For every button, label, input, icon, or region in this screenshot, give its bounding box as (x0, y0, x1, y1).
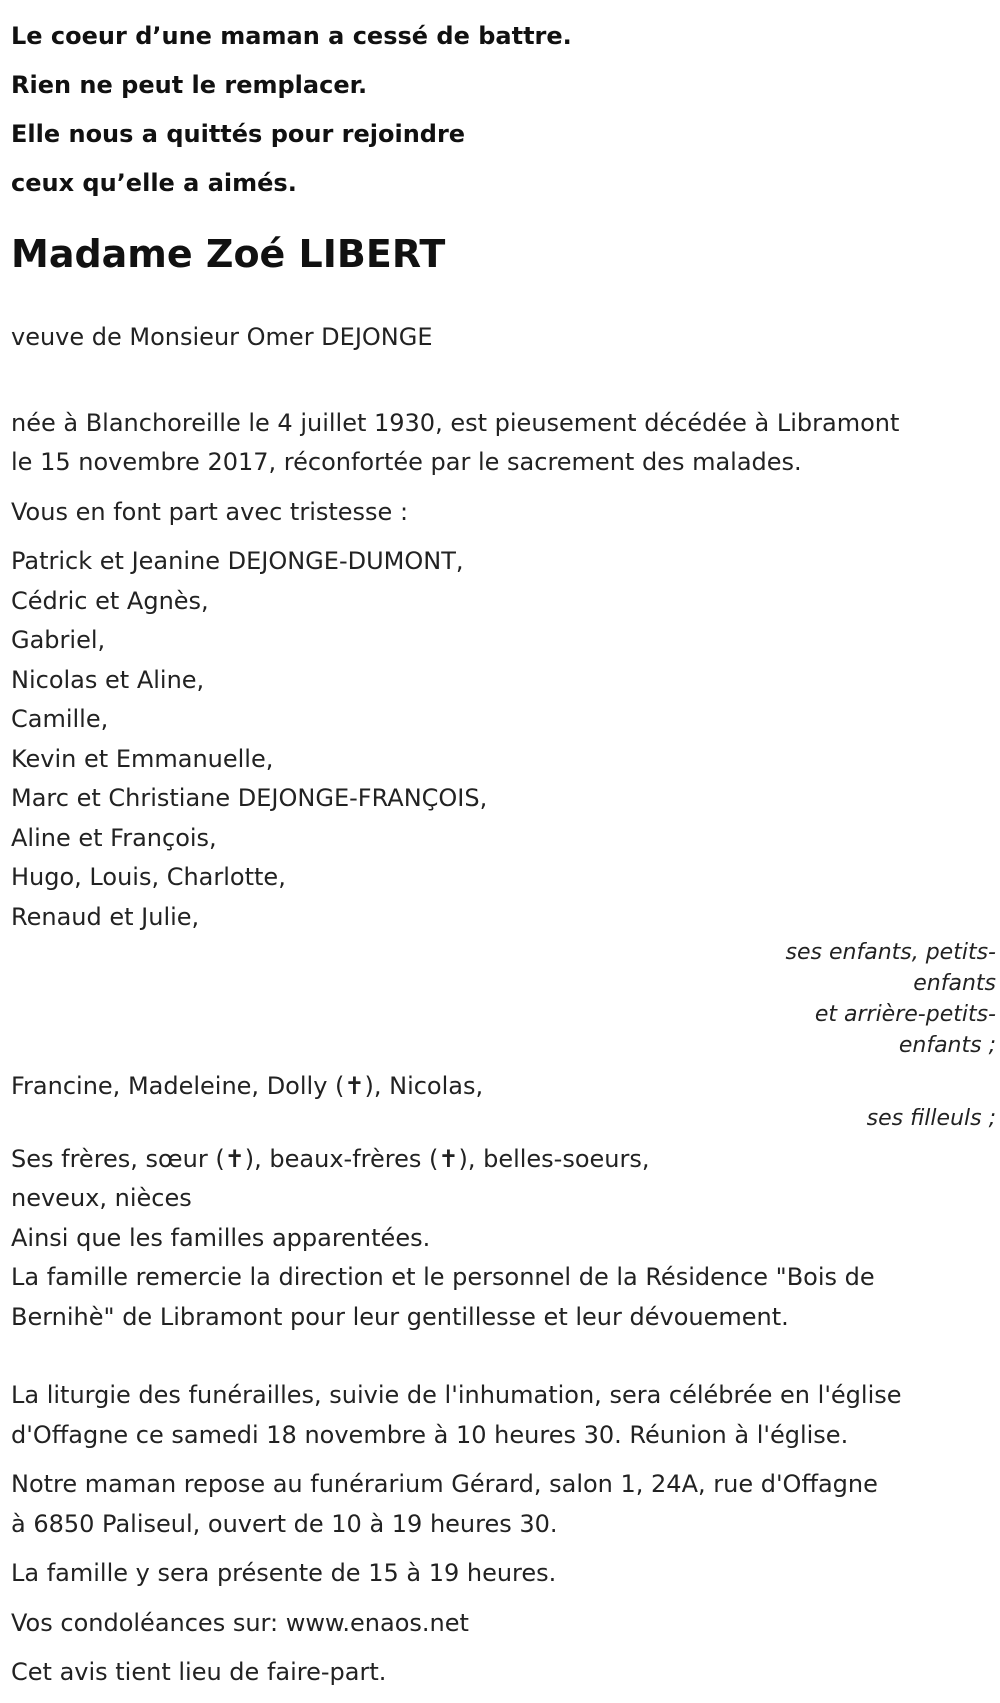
poem-line: Rien ne peut le remplacer. (11, 71, 368, 99)
family-member: Patrick et Jeanine DEJONGE-DUMONT, (11, 547, 464, 575)
funerarium-line: à 6850 Paliseul, ouvert de 10 à 19 heures 30. (11, 1509, 558, 1538)
closing-note: Cet avis tient lieu de faire-part. (11, 1658, 387, 1686)
announcement-intro: Vous en font part avec tristesse : (11, 497, 409, 526)
poem-line: Le coeur d’une maman a cessé de battre. (11, 22, 572, 50)
poem (11, 0, 1000, 208)
funerarium-line: Notre maman repose au funérarium Gérard, salon 1, 24A, rue d'Offagne (11, 1470, 878, 1498)
siblings-line: Ainsi que les familles apparentées. (11, 1223, 431, 1252)
siblings-paragraph (11, 1140, 1000, 1338)
birth-death-paragraph (11, 404, 1000, 483)
family-member: Marc et Christiane DEJONGE-FRANÇOIS, (11, 784, 488, 812)
family-member: Aline et François, (11, 823, 217, 852)
children-relation-note (11, 933, 996, 1057)
family-member: Kevin et Emmanuelle, (11, 744, 274, 773)
condolences-link: Vos condoléances sur: www.enaos.net (11, 1608, 469, 1637)
obituary-notice (11, 0, 1000, 1693)
godchildren-list: Francine, Madeleine, Dolly (✝), Nicolas, (11, 1072, 484, 1100)
funerarium-info (11, 1465, 1000, 1544)
deceased-name: Madame Zoé LIBERT (11, 232, 446, 276)
birth-death-line: le 15 novembre 2017, réconfortée par le sacrement des malades. (11, 448, 802, 476)
siblings-line: neveux, nièces (11, 1184, 192, 1212)
relation-note-line: enfants (913, 971, 996, 996)
siblings-line: Ses frères, sœur (✝), beaux-frères (✝), belles-soeurs, (11, 1144, 650, 1173)
poem-line: Elle nous a quittés pour rejoindre (11, 120, 466, 148)
birth-death-line: née à Blanchoreille le 4 juillet 1930, est pieusement décédée à Libramont (11, 408, 900, 437)
relation-note-line: enfants ; (898, 1033, 996, 1058)
liturgy-line: La liturgie des funérailles, suivie de l'inhumation, sera célébrée en l'église (11, 1381, 902, 1409)
children-list (11, 542, 1000, 937)
family-presence: La famille y sera présente de 15 à 19 heures. (11, 1559, 557, 1587)
funeral-liturgy (11, 1376, 1000, 1455)
siblings-line: Bernihè" de Libramont pour leur gentillesse et leur dévouement. (11, 1302, 789, 1331)
family-member: Cédric et Agnès, (11, 586, 209, 615)
widow-of: veuve de Monsieur Omer DEJONGE (11, 323, 433, 351)
family-member: Gabriel, (11, 626, 106, 654)
poem-line: ceux qu’elle a aimés. (11, 169, 297, 197)
family-member: Camille, (11, 705, 109, 733)
family-member: Renaud et Julie, (11, 902, 200, 931)
relation-note-line: ses filleuls ; (866, 1105, 996, 1131)
relation-note-line: ses enfants, petits- (785, 940, 996, 965)
relation-note-line: et arrière-petits- (814, 1002, 996, 1027)
liturgy-line: d'Offagne ce samedi 18 novembre à 10 heures 30. Réunion à l'église. (11, 1420, 849, 1449)
family-member: Nicolas et Aline, (11, 665, 205, 694)
siblings-line: La famille remercie la direction et le personnel de la Résidence "Bois de (11, 1263, 875, 1291)
family-member: Hugo, Louis, Charlotte, (11, 863, 286, 891)
